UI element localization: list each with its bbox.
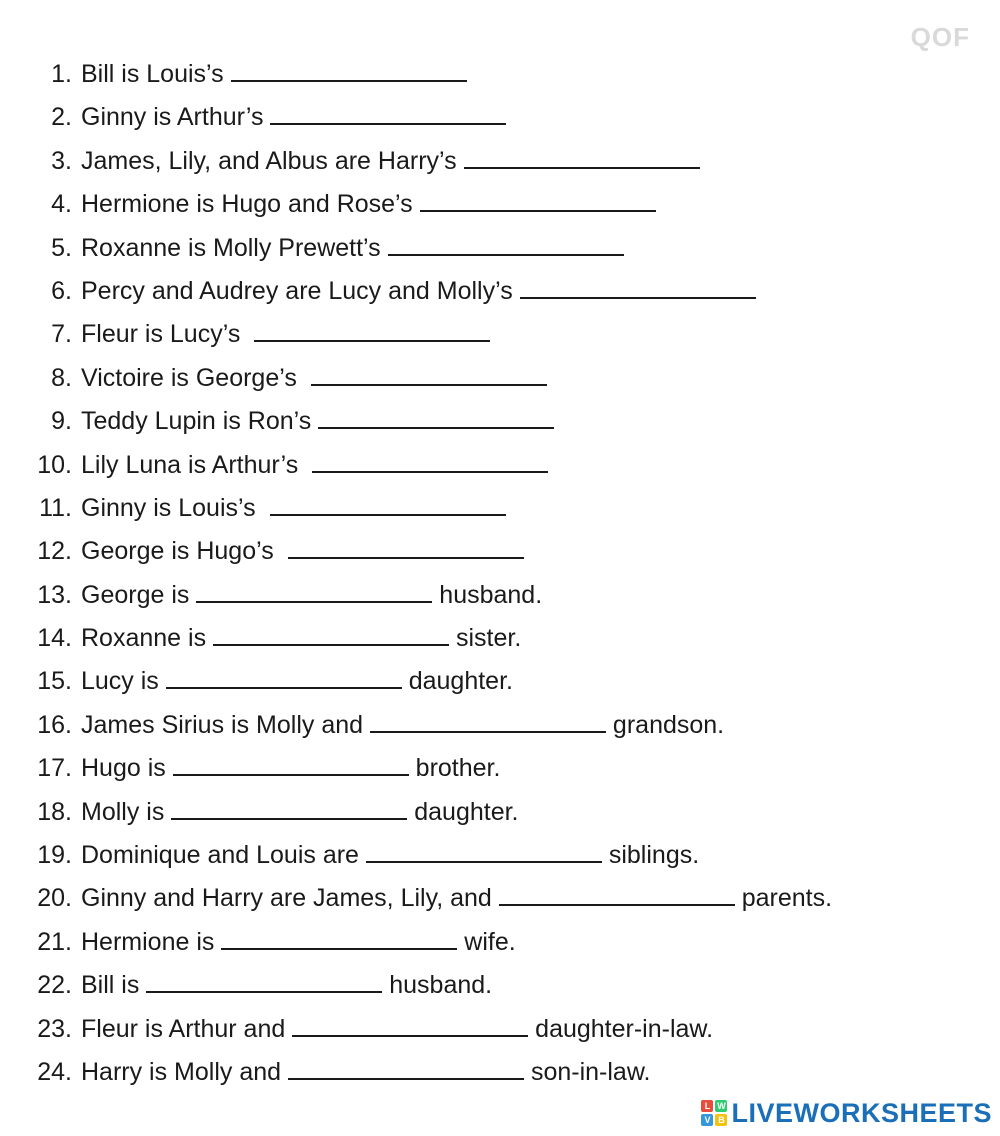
question-text <box>81 791 519 834</box>
answer-blank[interactable] <box>420 190 656 212</box>
question-item <box>0 877 1000 920</box>
question-number: 23. <box>37 1014 72 1043</box>
question-text-before: Hermione is <box>81 927 222 956</box>
question-number: 12. <box>37 537 72 566</box>
question-text <box>81 617 521 660</box>
question-text-before: Harry is Molly and <box>81 1057 288 1086</box>
question-text-before: Fleur is Arthur and <box>81 1014 293 1043</box>
question-item <box>0 53 1000 96</box>
question-text <box>81 704 724 747</box>
question-item <box>0 313 1000 356</box>
question-text-before: James, Lily, and Albus are Harry’s <box>81 146 464 175</box>
question-text-before: Percy and Audrey are Lucy and Molly’s <box>81 276 520 305</box>
answer-blank[interactable] <box>171 798 407 820</box>
question-item <box>0 357 1000 400</box>
question-number: 22. <box>37 971 72 1000</box>
answer-blank[interactable] <box>213 624 449 646</box>
answer-blank[interactable] <box>288 537 524 559</box>
question-number: 2. <box>51 103 72 132</box>
liveworksheets-logo-icon <box>701 1100 727 1126</box>
question-item <box>0 140 1000 183</box>
answer-blank[interactable] <box>388 234 624 256</box>
question-text-before: James Sirius is Molly and <box>81 710 370 739</box>
question-text <box>81 444 548 487</box>
answer-blank[interactable] <box>288 1058 524 1080</box>
answer-blank[interactable] <box>499 884 735 906</box>
question-number: 5. <box>51 233 72 262</box>
question-number: 20. <box>37 884 72 913</box>
question-text <box>81 487 506 530</box>
logo-letter-w: W <box>717 1101 726 1111</box>
question-text-after: parents. <box>734 884 833 913</box>
question-item <box>0 1051 1000 1094</box>
question-text <box>81 1051 650 1094</box>
answer-blank[interactable] <box>270 103 506 125</box>
question-item <box>0 617 1000 660</box>
question-number: 16. <box>37 710 72 739</box>
logo-letter-b: B <box>715 1114 727 1126</box>
answer-blank[interactable] <box>366 841 602 863</box>
question-text <box>81 183 656 226</box>
question-item <box>0 487 1000 530</box>
question-list <box>0 53 1000 1094</box>
question-number: 9. <box>51 407 72 436</box>
question-text <box>81 964 492 1007</box>
answer-blank[interactable] <box>196 581 432 603</box>
question-text <box>81 313 490 356</box>
question-number: 4. <box>51 190 72 219</box>
question-text-before: Lily Luna is Arthur’s <box>81 450 313 479</box>
question-text-before: Fleur is Lucy’s <box>81 320 255 349</box>
question-text-before: George is <box>81 580 197 609</box>
question-text-before: Ginny and Harry are James, Lily, and <box>81 884 499 913</box>
question-item <box>0 270 1000 313</box>
question-number: 18. <box>37 797 72 826</box>
question-item <box>0 660 1000 703</box>
question-text <box>81 53 467 96</box>
corner-watermark: QOF <box>910 22 970 52</box>
question-item <box>0 747 1000 790</box>
question-number: 3. <box>51 146 72 175</box>
answer-blank[interactable] <box>312 451 548 473</box>
question-number: 8. <box>51 363 72 392</box>
question-text-before: Bill is <box>81 971 147 1000</box>
logo-letter-l: L <box>701 1100 713 1112</box>
question-text-after: husband. <box>432 580 543 609</box>
question-item <box>0 704 1000 747</box>
question-item <box>0 227 1000 270</box>
question-text <box>81 227 624 270</box>
question-text-before: Roxanne is <box>81 624 214 653</box>
answer-blank[interactable] <box>221 928 457 950</box>
question-text-before: Dominique and Louis are <box>81 841 366 870</box>
question-text <box>81 530 524 573</box>
question-item <box>0 791 1000 834</box>
question-text-before: Bill is Louis’s <box>81 60 231 88</box>
question-text-before: Ginny is Arthur’s <box>81 103 271 132</box>
question-text-before: Teddy Lupin is Ron’s <box>81 407 319 436</box>
question-text <box>81 96 506 139</box>
question-text-after: husband. <box>382 971 493 1000</box>
question-number: 6. <box>51 276 72 305</box>
question-text-before: Ginny is Louis’s <box>81 493 270 522</box>
answer-blank[interactable] <box>173 754 409 776</box>
question-text-after: brother. <box>408 754 501 783</box>
question-item <box>0 574 1000 617</box>
question-item <box>0 1008 1000 1051</box>
question-text-before: Lucy is <box>81 667 166 696</box>
answer-blank[interactable] <box>370 711 606 733</box>
question-text-before: Roxanne is Molly Prewett’s <box>81 233 388 262</box>
question-text-after: grandson. <box>605 710 725 739</box>
question-text-before: Hugo is <box>81 754 173 783</box>
question-number: 13. <box>37 580 72 609</box>
question-text <box>81 747 500 790</box>
question-number: 17. <box>37 754 72 783</box>
answer-blank[interactable] <box>520 277 756 299</box>
question-text <box>81 660 513 703</box>
question-text-after: wife. <box>457 927 516 956</box>
question-number: 19. <box>37 841 72 870</box>
question-text-after: son-in-law. <box>524 1057 651 1086</box>
question-item <box>0 964 1000 1007</box>
question-text-after: daughter. <box>407 797 519 826</box>
question-text <box>81 921 516 964</box>
question-text-after: sister. <box>449 624 522 653</box>
question-text-before: Victoire is George’s <box>81 363 311 392</box>
brand-name: LIVEWORKSHEETS <box>731 1097 992 1128</box>
answer-blank[interactable] <box>292 1015 528 1037</box>
question-text <box>81 1008 713 1051</box>
question-text <box>81 834 699 877</box>
question-item <box>0 96 1000 139</box>
question-text <box>81 877 832 920</box>
question-number: 7. <box>51 320 72 349</box>
question-item <box>0 834 1000 877</box>
question-text-before: George is Hugo’s <box>81 537 288 566</box>
question-text-after: daughter. <box>401 667 513 696</box>
question-text <box>81 400 554 443</box>
question-item <box>0 183 1000 226</box>
answer-blank[interactable] <box>231 60 467 82</box>
question-item <box>0 921 1000 964</box>
question-text-before: Hermione is Hugo and Rose’s <box>81 190 420 219</box>
question-number: 14. <box>37 624 72 653</box>
answer-blank[interactable] <box>146 971 382 993</box>
question-item <box>0 444 1000 487</box>
question-text-before: Molly is <box>81 797 172 826</box>
answer-blank[interactable] <box>318 407 554 429</box>
question-text <box>81 140 700 183</box>
question-number: 15. <box>37 667 72 696</box>
answer-blank[interactable] <box>270 494 506 516</box>
question-number: 11. <box>39 493 72 522</box>
question-number: 10. <box>37 450 72 479</box>
question-text <box>81 574 542 617</box>
logo-letter-v: V <box>701 1114 713 1126</box>
answer-blank[interactable] <box>464 147 700 169</box>
question-text <box>81 270 756 313</box>
answer-blank[interactable] <box>254 320 490 342</box>
question-number: 21. <box>37 927 72 956</box>
question-number: 1. <box>51 60 72 88</box>
question-item <box>0 530 1000 573</box>
liveworksheets-brand <box>701 1098 992 1128</box>
question-text-after: siblings. <box>601 841 700 870</box>
answer-blank[interactable] <box>311 364 547 386</box>
question-text <box>81 357 547 400</box>
answer-blank[interactable] <box>166 667 402 689</box>
question-number: 24. <box>37 1057 72 1086</box>
question-text-after: daughter-in-law. <box>528 1014 714 1043</box>
question-item <box>0 400 1000 443</box>
